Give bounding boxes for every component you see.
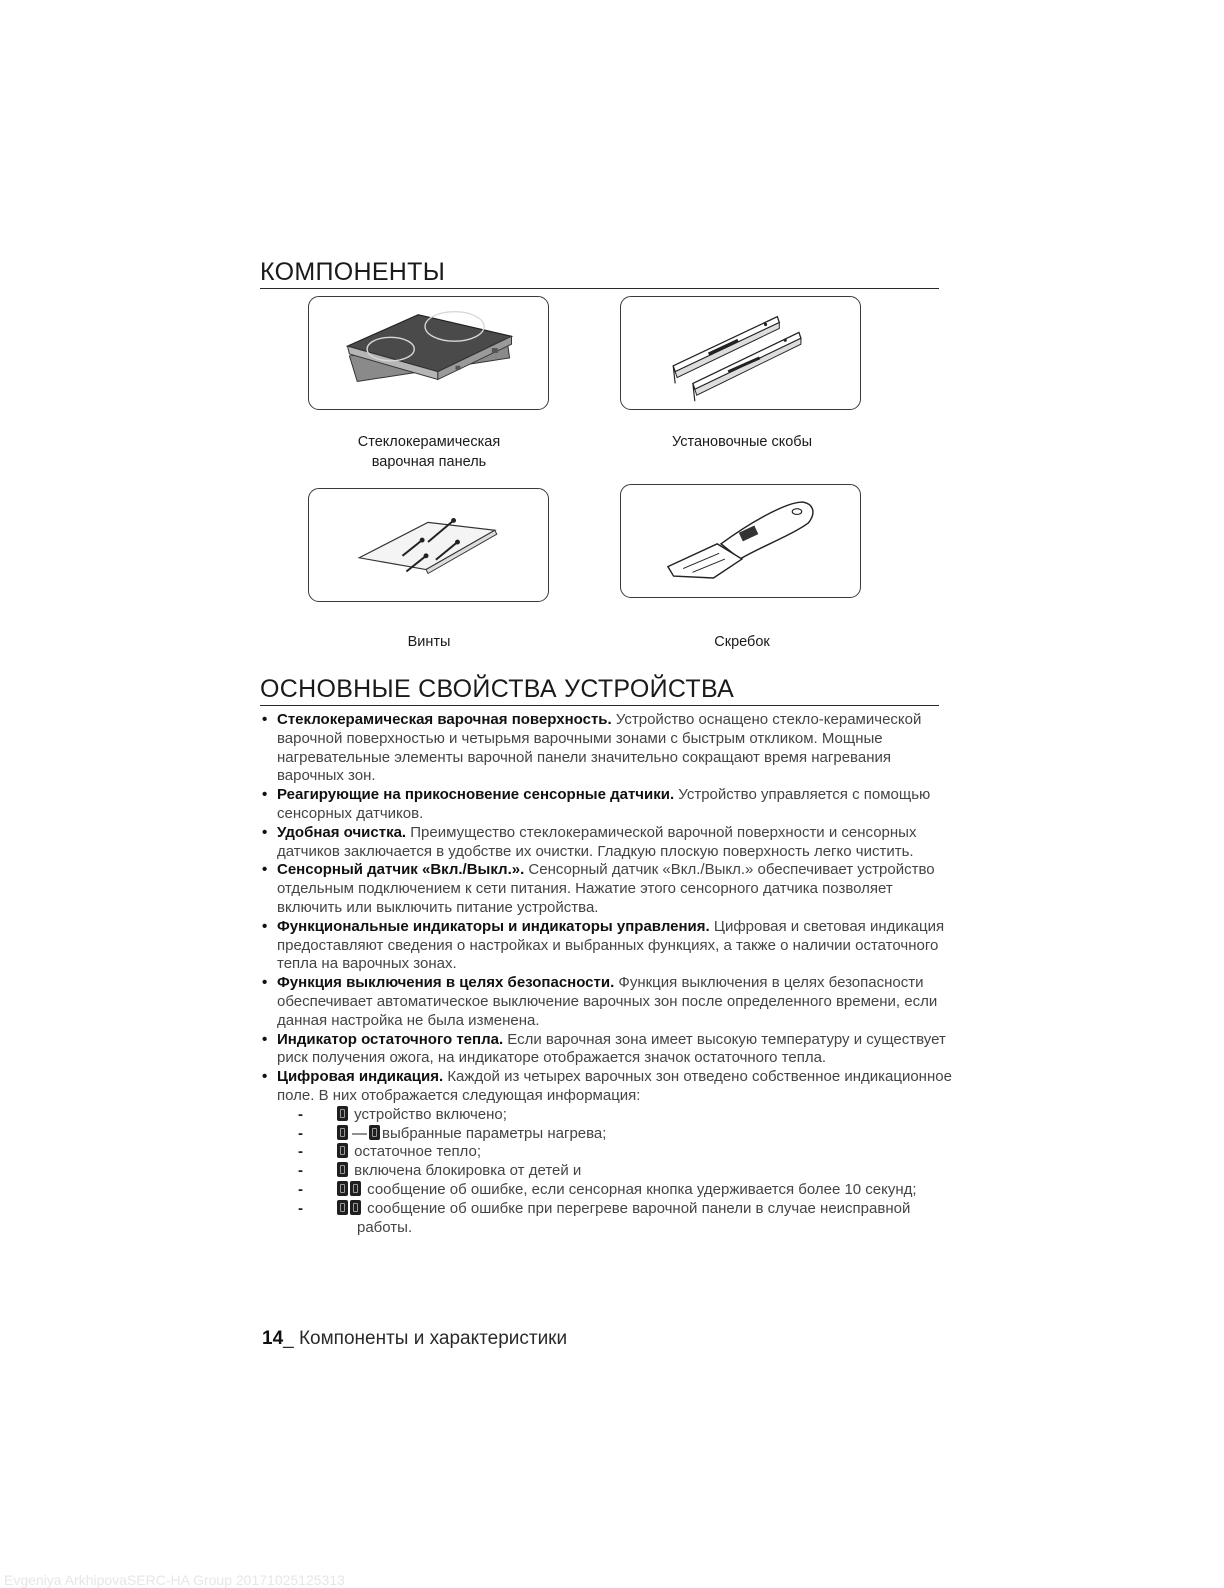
display-item <box>277 1143 952 1162</box>
segment-display-icon <box>350 1181 361 1196</box>
scraper-image <box>620 484 861 598</box>
feature-lead: Функциональные индикаторы и индикаторы управления. <box>277 917 710 935</box>
feature-text: Если варочная зона имеет высокую температуру и существует риск получения ожога, на индикаторе отображается значок остаточного тепла. <box>277 1030 946 1067</box>
display-indications-list <box>277 1106 952 1238</box>
watermark: Evgeniya ArkhipovaSERC-HA Group 20171025125313 <box>4 1572 345 1588</box>
feature-item <box>262 918 952 974</box>
feature-text: Преимущество стеклокерамической варочной поверхности и сенсорных датчиков заключается в удобстве их очистки. Гладкую плоскую поверхность легко чистить. <box>277 823 917 860</box>
feature-item <box>262 861 952 917</box>
segment-display-icon <box>369 1125 380 1140</box>
segment-display-icon <box>337 1143 348 1158</box>
caption-brackets: Установочные скобы <box>671 434 812 450</box>
features-title: ОСНОВНЫЕ СВОЙСТВА УСТРОЙСТВА <box>260 675 939 706</box>
display-item-text: остаточное тепло; <box>354 1143 481 1161</box>
components-title: КОМПОНЕНТЫ <box>260 258 939 289</box>
feature-item <box>262 711 952 786</box>
caption-cooktop <box>299 432 559 472</box>
feature-item <box>262 1068 952 1237</box>
display-item-text: выбранные параметры нагрева; <box>382 1124 607 1142</box>
segment-display-icon <box>337 1200 348 1215</box>
feature-item <box>262 974 952 1030</box>
brackets-icon <box>621 297 860 409</box>
feature-lead: Стеклокерамическая варочная поверхность. <box>277 711 612 728</box>
feature-lead: Цифровая индикация. <box>277 1068 444 1086</box>
page-footer <box>262 1328 567 1350</box>
feature-lead: Удобная очистка. <box>277 823 407 841</box>
segment-display-icon <box>337 1106 348 1121</box>
display-range-dash: — <box>352 1124 367 1142</box>
caption-cooktop-line2: варочная панель <box>371 454 487 470</box>
feature-lead: Сенсорный датчик «Вкл./Выкл.». <box>277 861 525 879</box>
display-item <box>277 1162 952 1181</box>
display-item-text: включена блокировка от детей и <box>354 1162 582 1180</box>
cooktop-image <box>308 296 549 410</box>
brackets-image <box>620 296 861 410</box>
feature-text: Сенсорный датчик «Вкл./Выкл.» обеспечивает устройство отдельным подключением к сети питания. Нажатие этого сенсорного датчика позволяет включить или выключить питание устройства. <box>277 861 935 916</box>
screws-image <box>308 488 549 602</box>
caption-cooktop-line1: Стеклокерамическая <box>357 434 501 450</box>
feature-item <box>262 1031 952 1069</box>
features-list <box>262 711 952 1237</box>
feature-lead: Реагирующие на прикосновение сенсорные датчики. <box>277 786 675 804</box>
page-number: 14 <box>262 1328 284 1349</box>
feature-text: Устройство оснащено стекло-керамической варочной поверхностью и четырьмя варочными зонами с быстрым откликом. Мощные нагревательные элементы варочной панели значительно сокращают время нагревания варочных зон. <box>277 711 922 785</box>
cooktop-icon <box>309 297 548 409</box>
feature-item <box>262 824 952 862</box>
display-item <box>277 1181 952 1200</box>
scraper-icon <box>621 485 860 597</box>
display-item <box>277 1106 952 1125</box>
feature-text: Цифровая и световая индикация предоставляют сведения о настройках и выбранных функциях, а также о наличии остаточного тепла на варочных зонах. <box>277 917 945 973</box>
caption-scraper: Скребок <box>714 634 770 650</box>
display-item-text: сообщение об ошибке при перегреве варочной панели в случае неисправной работы. <box>357 1199 911 1236</box>
footer-section-title: _ Компоненты и характеристики <box>283 1328 568 1349</box>
caption-screws: Винты <box>407 634 451 650</box>
feature-text: Функция выключения в целях безопасности обеспечивает автоматическое выключение варочных зон после определенного времени, если данная настройка не была изменена. <box>277 974 938 1029</box>
segment-display-icon <box>350 1200 361 1215</box>
feature-text: Каждой из четырех варочных зон отведено собственное индикационное поле. В них отображается следующая информация: <box>277 1068 952 1104</box>
feature-lead: Функция выключения в целях безопасности. <box>277 974 615 992</box>
display-item <box>277 1200 952 1238</box>
segment-display-icon <box>337 1181 348 1196</box>
display-item-text: сообщение об ошибке, если сенсорная кнопка удерживается более 10 секунд; <box>367 1180 917 1198</box>
segment-display-icon <box>337 1125 348 1140</box>
feature-item <box>262 786 952 824</box>
display-item <box>277 1125 952 1144</box>
feature-text: Устройство управляется с помощью сенсорных датчиков. <box>277 786 931 822</box>
feature-lead: Индикатор остаточного тепла. <box>277 1030 504 1048</box>
segment-display-icon <box>337 1162 348 1177</box>
screws-icon <box>309 489 548 601</box>
display-item-text: устройство включено; <box>354 1105 507 1123</box>
